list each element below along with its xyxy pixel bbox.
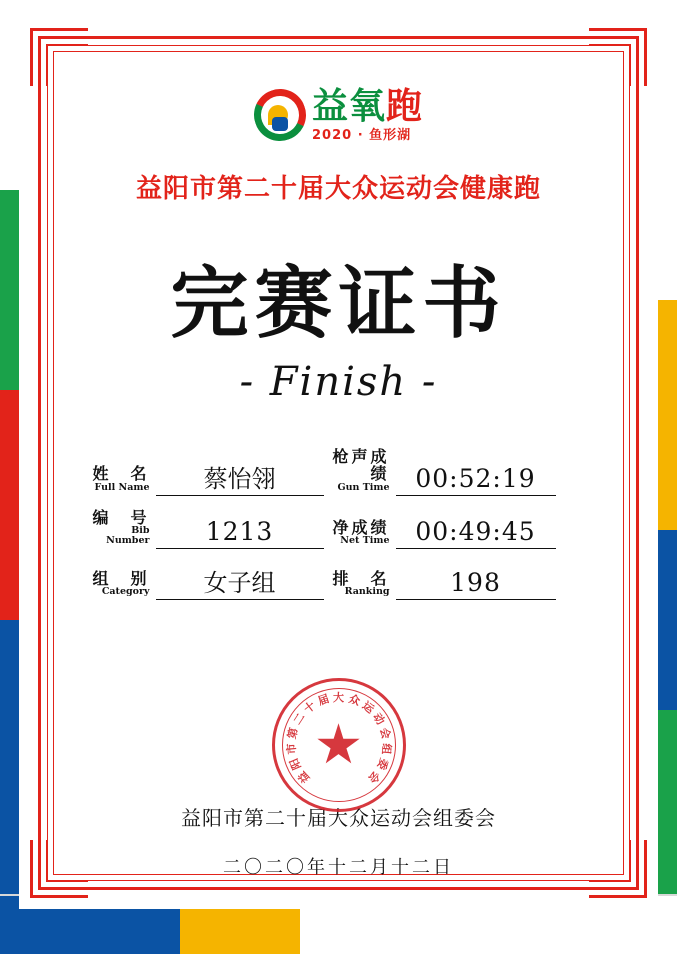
event-logo bbox=[70, 74, 607, 156]
logo-name-secondary: 跑 bbox=[386, 85, 424, 127]
organizer-name: 益阳市第二十届大众运动会组委会 bbox=[181, 806, 496, 831]
field-value-full-name: 蔡怡翎 bbox=[156, 459, 324, 496]
event-title: 益阳市第二十届大众运动会健康跑 bbox=[135, 174, 541, 204]
logo-mark-icon bbox=[254, 89, 306, 141]
participant-info-grid bbox=[90, 449, 588, 600]
field-label-ranking: 排 名 Ranking bbox=[332, 568, 390, 598]
seal-text-ring: 益 阳 市 第 二 十 届 大 众 运 动 会 组 委 会 bbox=[284, 691, 393, 786]
official-seal bbox=[70, 678, 607, 808]
field-label-net-time: 净成绩 Net Time bbox=[332, 517, 390, 547]
field-label-gun-time: 枪声成绩 Gun Time bbox=[332, 447, 390, 493]
field-label-bib-number: 编 号 Bib Number bbox=[92, 507, 150, 547]
seal-stamp-icon bbox=[272, 678, 406, 812]
field-value-net-time: 00:49:45 bbox=[396, 517, 556, 549]
certificate-script-title: - Finish - bbox=[239, 359, 438, 405]
logo-name-primary: 益氧 bbox=[311, 85, 386, 127]
field-value-ranking: 198 bbox=[396, 568, 556, 600]
certificate-main-title: 完赛证书 bbox=[170, 259, 507, 349]
field-value-category: 女子组 bbox=[156, 563, 324, 600]
field-value-gun-time: 00:52:19 bbox=[396, 464, 556, 496]
issue-date: 二〇二〇年十二月十二日 bbox=[223, 857, 454, 879]
certificate-card bbox=[20, 18, 657, 908]
field-label-category: 组 别 Category bbox=[92, 568, 150, 598]
certificate-content bbox=[70, 64, 607, 879]
field-value-bib-number: 1213 bbox=[156, 517, 324, 549]
field-label-full-name: 姓 名 Full Name bbox=[92, 463, 150, 493]
logo-subtitle: 2020 · 鱼形湖 bbox=[311, 127, 412, 143]
